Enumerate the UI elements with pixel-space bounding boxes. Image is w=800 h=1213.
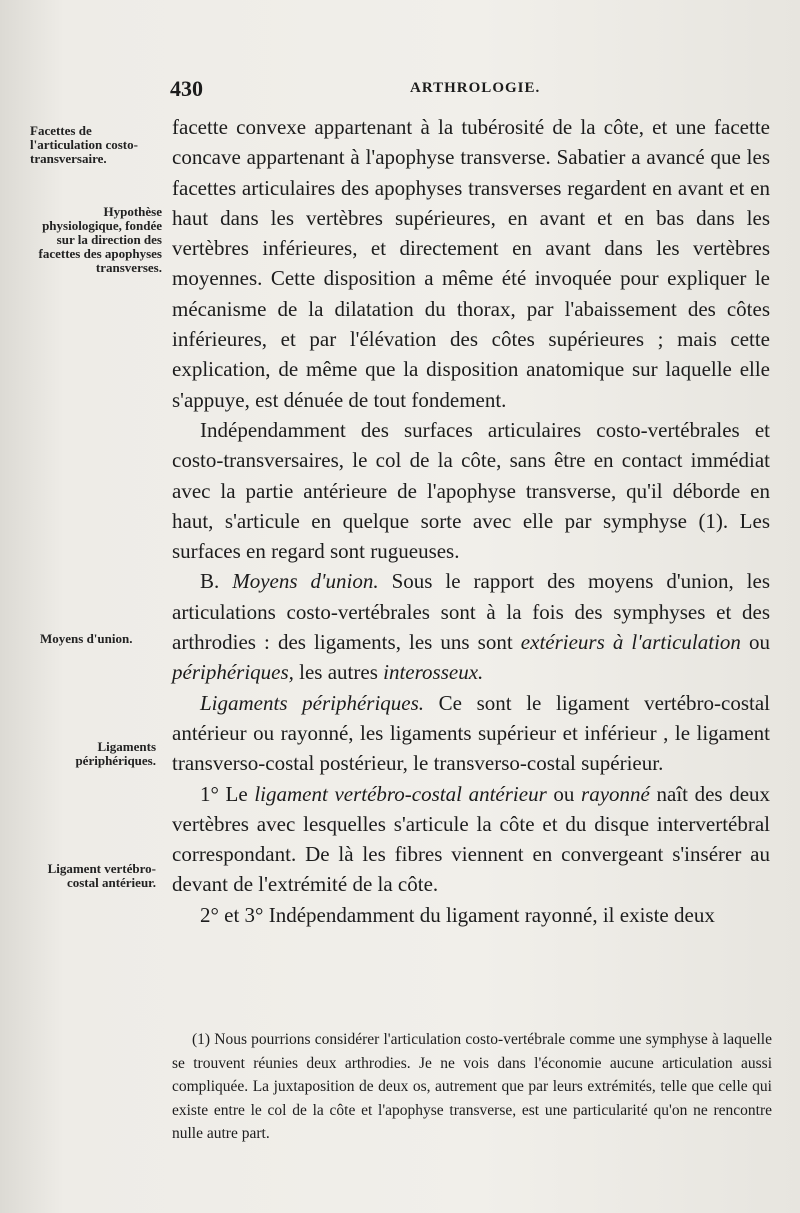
margin-note-moyens: Moyens d'union. bbox=[40, 631, 133, 646]
paragraph-5-text: naît des deux vertèbres avec lesquelles s'articule la côte et du disque intervertébral correspondant. De là les fibres viennent en convergeant s'insérer au devant de l'extrémité de la côte. bbox=[172, 781, 771, 897]
paragraph-3-ou: ou bbox=[749, 630, 771, 655]
page-header bbox=[170, 76, 770, 106]
term-ligament-anterieur: ligament vertébro-costal antérieur bbox=[254, 781, 547, 806]
term-rayonne: rayonné bbox=[581, 781, 650, 806]
paragraph-1: facette convexe appartenant à la tubérosité de la côte, et une facette concave appartenant à l'apophyse transverse. Sabatier a avancé que les facettes articulaires des apophyses transverses regardent en avant et en haut dans les vertèbres supérieures, en avant et en bas dans les vertèbres inférieures, et directement en avant dans les vertèbres moyennes. Cette disposition a même été invoquée pour expliquer le mécanisme de la dilatation du thorax, par l'abaissement des côtes inférieures, et par l'élévation des côtes supérieures ; mais cette explication, de même que la disposition anatomique sur laquelle elle s'appuye, est dénuée de tout fondement. bbox=[172, 115, 770, 412]
paragraph-5-lead: 1° Le bbox=[200, 781, 248, 806]
term-exterieurs: extérieurs à l'articulation bbox=[520, 630, 741, 655]
paragraph-6: 2° et 3° Indépendamment du ligament rayonné, il existe deux bbox=[200, 902, 715, 927]
footnote bbox=[172, 1028, 772, 1146]
paragraph-4 bbox=[172, 688, 770, 779]
section-letter: B. bbox=[200, 569, 220, 594]
paragraph-3-text-a: Sous le rapport des moyens d'union, les articulations costo-vertébrales sont à la fois des symphyses et des arthrodies : des ligaments, les uns sont bbox=[172, 569, 771, 655]
margin-note-ligament-anterieur: Ligament vertébro-costal antérieur. bbox=[47, 861, 156, 890]
running-title: ARTHROLOGIE. bbox=[410, 80, 541, 96]
footnote-text: (1) Nous pourrions considérer l'articulation costo-vertébrale comme une symphyse à laquelle se trouvent réunies deux arthrodies. Je ne vois dans l'économie aucune articulation aussi compliquée. La juxtaposition de deux os, autrement que par leurs extrémités, telle que celle qui existe entre le col de la côte et l'apophyse transverse, est une particularité qu'on ne rencontre nulle autre part. bbox=[172, 1031, 772, 1142]
paragraph-3-text-b: les autres bbox=[299, 660, 378, 685]
paragraph-5-ou: ou bbox=[553, 781, 575, 806]
term-peripheriques: périphériques, bbox=[172, 660, 294, 685]
paragraph-2: Indépendamment des surfaces articulaires costo-vertébrales et costo-transversaires, le col de la côte, sans être en contact immédiat avec la partie antérieure de l'apophyse transverse, qu'il déborde en haut, s'articule en quelque sorte avec elle par symphyse (1). Les surfaces en regard sont rugueuses. bbox=[172, 417, 770, 564]
paragraph-3 bbox=[172, 566, 770, 687]
term-interosseux: interosseux. bbox=[383, 660, 484, 685]
paragraph-5 bbox=[172, 779, 770, 900]
page-number: 430 bbox=[170, 76, 203, 101]
margin-note-hypothese: Hypothèse physiologique, fondée sur la direction des facettes des apophyses transverses. bbox=[38, 204, 162, 275]
body-text bbox=[172, 112, 770, 930]
section-title-moyens: Moyens d'union. bbox=[232, 569, 379, 594]
margin-note-facettes: Facettes de l'articulation costo-transversaire. bbox=[30, 123, 138, 166]
section-title-peripheriques: Ligaments périphériques. bbox=[200, 690, 425, 715]
margin-note-peripheriques: Ligaments périphériques. bbox=[75, 739, 156, 768]
paragraph-4-text: Ce sont le ligament vertébro-costal antérieur ou rayonné, les ligaments supérieur et inférieur , le ligament transverso-costal postérieur, le transverso-costal supérieur. bbox=[172, 690, 771, 776]
